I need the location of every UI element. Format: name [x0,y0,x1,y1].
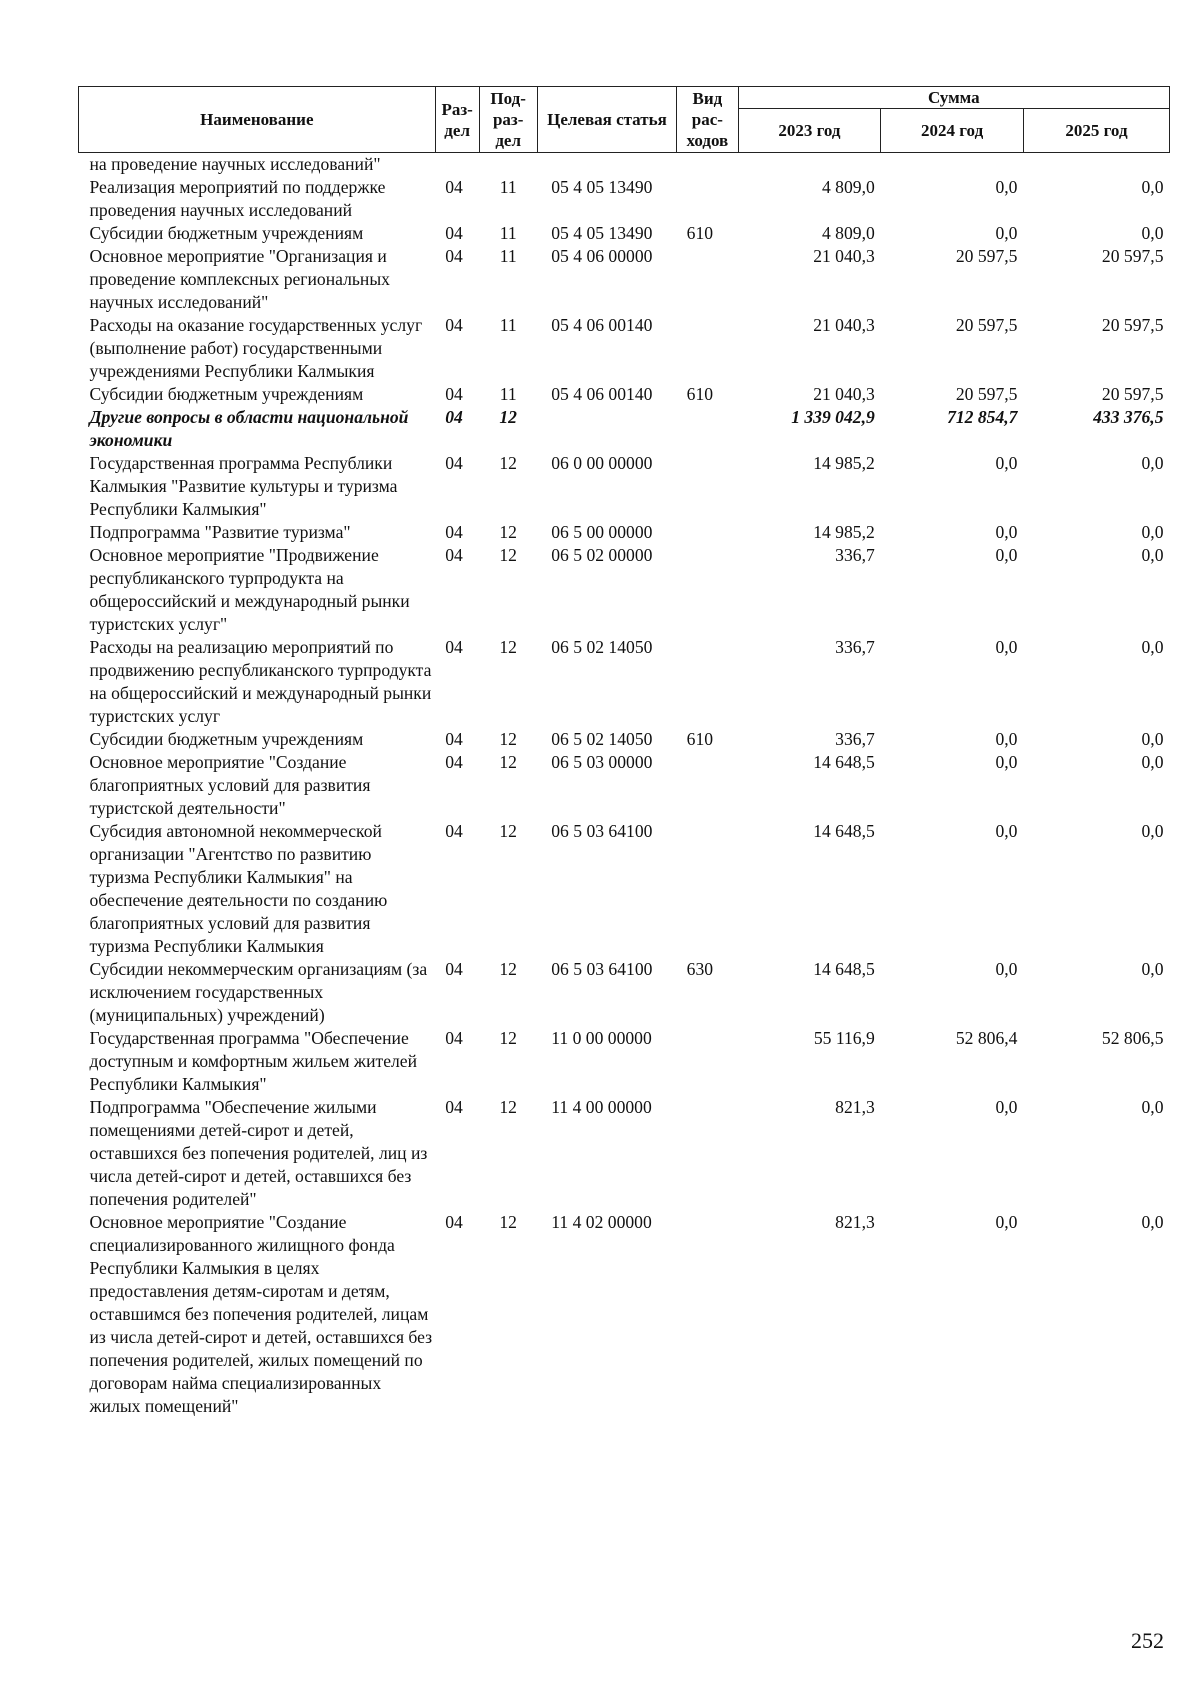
row-razdel: 04 [445,637,463,657]
row-sum-2025: 0,0 [1141,1212,1164,1232]
row-sum-2023: 55 116,9 [813,1028,875,1048]
table-body [79,153,1170,1419]
row-name: Расходы на реализацию мероприятий по продвижению республиканского турпродукта на общероссийский и международный рынки туристских услуг [89,637,432,726]
row-target: 06 5 02 00000 [551,545,653,565]
row-name: Субсидия автономной некоммерческой организации "Агентство по развитию туризма Республики Калмыкия" на обеспечение деятельности по созданию благоприятных условий для развития туризма Республики Калмыкия [89,821,388,956]
row-razdel: 04 [445,522,463,542]
row-podrazdel: 11 [499,315,517,335]
row-razdel: 04 [445,453,463,473]
row-sum-2023: 821,3 [835,1097,875,1117]
row-podrazdel: 12 [499,545,517,565]
row-target: 05 4 06 00140 [551,315,653,335]
row-target: 11 4 00 00000 [551,1097,652,1117]
row-sum-2025: 20 597,5 [1101,315,1164,335]
row-podrazdel: 12 [499,1028,517,1048]
row-sum-2023: 4 809,0 [821,177,875,197]
row-podrazdel: 12 [499,1212,517,1232]
row-vid [677,452,738,521]
row-sum-2025: 0,0 [1141,522,1164,542]
row-sum-2024: 20 597,5 [955,384,1018,404]
page-number: 252 [1131,1628,1164,1653]
row-name: на проведение научных исследований" [89,154,381,174]
row-sum-2024: 0,0 [995,1097,1018,1117]
row-razdel: 04 [445,1097,463,1117]
table-row [79,222,1170,245]
row-name: Подпрограмма "Развитие туризма" [89,522,351,542]
row-sum-2023: 336,7 [835,545,875,565]
row-razdel: 04 [445,959,463,979]
row-vid [677,820,738,958]
row-target: 05 4 05 13490 [551,177,653,197]
row-razdel: 04 [445,821,463,841]
row-sum-2023: 14 985,2 [813,522,875,542]
row-podrazdel: 12 [499,959,517,979]
row-target: 05 4 06 00000 [551,246,653,266]
row-sum-2024 [881,153,1024,177]
row-vid [677,1027,738,1096]
table-row [79,1211,1170,1418]
row-sum-2025: 20 597,5 [1101,384,1164,404]
row-sum-2023 [738,153,881,177]
row-razdel: 04 [445,752,463,772]
header-2025: 2025 год [1023,109,1169,153]
row-name: Государственная программа "Обеспечение доступным и комфортным жильем жителей Республики Калмыкия" [89,1028,418,1094]
row-podrazdel: 11 [499,223,517,243]
row-razdel: 04 [445,729,463,749]
row-vid [677,245,738,314]
row-sum-2025: 20 597,5 [1101,246,1164,266]
row-name: Основное мероприятие "Создание благоприятных условий для развития туристской деятельности" [89,752,371,818]
row-podrazdel: 11 [499,384,517,404]
row-target: 06 5 03 00000 [551,752,653,772]
row-razdel: 04 [445,315,463,335]
row-target: 06 5 03 64100 [551,959,653,979]
row-razdel [435,153,479,177]
row-podrazdel [479,153,537,177]
table-row [79,728,1170,751]
row-sum-2024: 0,0 [995,545,1018,565]
row-vid [677,1096,738,1211]
header-2024: 2024 год [881,109,1024,153]
row-podrazdel: 12 [499,752,517,772]
table-row [79,452,1170,521]
row-sum-2024: 0,0 [995,821,1018,841]
row-name: Государственная программа Республики Калмыкия "Развитие культуры и туризма Республики Калмыкия" [89,453,398,519]
row-sum-2025: 52 806,5 [1101,1028,1164,1048]
row-target: 11 0 00 00000 [551,1028,652,1048]
row-razdel: 04 [445,177,463,197]
table-row [79,751,1170,820]
row-sum-2023: 821,3 [835,1212,875,1232]
row-sum-2025: 0,0 [1141,177,1164,197]
row-name: Реализация мероприятий по поддержке проведения научных исследований [89,177,386,220]
table-row [79,314,1170,383]
row-vid [677,314,738,383]
row-sum-2024: 0,0 [995,453,1018,473]
row-sum-2025: 0,0 [1141,223,1164,243]
row-sum-2025 [1023,153,1169,177]
row-sum-2023: 14 648,5 [813,959,875,979]
row-sum-2025: 0,0 [1141,545,1164,565]
row-sum-2025: 0,0 [1141,729,1164,749]
row-sum-2023: 21 040,3 [813,315,875,335]
row-sum-2024: 52 806,4 [955,1028,1018,1048]
table-row [79,245,1170,314]
row-target: 05 4 05 13490 [551,223,653,243]
row-sum-2025: 0,0 [1141,453,1164,473]
row-podrazdel: 12 [499,821,517,841]
document-page [78,86,1170,1418]
row-podrazdel: 12 [499,637,517,657]
row-name: Субсидии некоммерческим организациям (за исключением государственных (муниципальных) учреждений) [89,959,428,1025]
row-name: Основное мероприятие "Создание специализированного жилищного фонда Республики Калмыкия в целях предоставления детям-сиротам и детям, оставшимся без попечения родителей, лицам из числа детей-сирот и детей, оставшихся без попечения родителей, жилых помещений по договорам найма специализированных жилых помещений" [89,1212,433,1416]
row-sum-2024: 0,0 [995,177,1018,197]
row-razdel: 04 [445,223,463,243]
header-2023: 2023 год [738,109,881,153]
row-sum-2024: 0,0 [995,959,1018,979]
row-razdel: 04 [445,246,463,266]
row-podrazdel: 11 [499,246,517,266]
row-name: Расходы на оказание государственных услуг (выполнение работ) государственными учреждениями Республики Калмыкия [89,315,423,381]
row-sum-2025: 0,0 [1141,752,1164,772]
row-name: Субсидии бюджетным учреждениям [89,384,364,404]
row-name: Основное мероприятие "Организация и проведение комплексных региональных научных исследований" [89,246,390,312]
row-sum-2024: 0,0 [995,522,1018,542]
header-podrazdel: Под-раз-дел [479,87,537,153]
row-vid [677,521,738,544]
header-target: Целевая статья [537,87,676,153]
row-name: Основное мероприятие "Продвижение республиканского турпродукта на общероссийский и международный рынки туристских услуг" [89,545,410,634]
row-vid [677,751,738,820]
row-name: Подпрограмма "Обеспечение жилыми помещениями детей-сирот и детей, оставшихся без попечения родителей, лиц из числа детей-сирот и детей, оставшихся без попечения родителей" [89,1097,428,1209]
row-target: 06 5 02 14050 [551,637,653,657]
row-sum-2024: 0,0 [995,637,1018,657]
row-target [537,406,676,452]
row-sum-2023: 336,7 [835,637,875,657]
row-razdel: 04 [445,384,463,404]
row-target: 06 0 00 00000 [551,453,653,473]
row-vid: 610 [686,384,714,404]
row-sum-2023: 21 040,3 [813,384,875,404]
row-sum-2023: 336,7 [835,729,875,749]
row-vid [677,636,738,728]
row-vid: 610 [686,729,714,749]
row-target: 11 4 02 00000 [551,1212,652,1232]
row-podrazdel: 12 [499,729,517,749]
table-row [79,406,1170,452]
row-sum-2024: 0,0 [995,1212,1018,1232]
table-row [79,153,1170,177]
row-podrazdel: 11 [499,177,517,197]
row-razdel: 04 [445,1212,463,1232]
table-header [79,87,1170,153]
row-target [537,153,676,177]
table-row [79,820,1170,958]
row-razdel: 04 [445,1028,463,1048]
row-sum-2024: 712 854,7 [947,407,1018,427]
row-name: Субсидии бюджетным учреждениям [89,729,364,749]
row-razdel: 04 [445,407,463,427]
row-sum-2024: 0,0 [995,729,1018,749]
row-sum-2025: 0,0 [1141,637,1164,657]
row-sum-2025: 0,0 [1141,959,1164,979]
row-sum-2024: 20 597,5 [955,315,1018,335]
row-sum-2023: 14 648,5 [813,752,875,772]
header-sum: Сумма [738,87,1169,109]
row-name: Другие вопросы в области национальной экономики [89,407,409,450]
budget-table [78,86,1170,1418]
row-vid [677,176,738,222]
row-vid: 630 [686,959,714,979]
row-sum-2023: 21 040,3 [813,246,875,266]
row-podrazdel: 12 [499,522,517,542]
table-row [79,958,1170,1027]
table-row [79,521,1170,544]
table-row [79,176,1170,222]
row-target: 06 5 00 00000 [551,522,653,542]
row-vid [677,1211,738,1418]
row-sum-2023: 14 648,5 [813,821,875,841]
row-sum-2025: 433 376,5 [1093,407,1164,427]
row-sum-2024: 20 597,5 [955,246,1018,266]
row-sum-2025: 0,0 [1141,1097,1164,1117]
row-sum-2023: 1 339 042,9 [791,407,875,427]
row-podrazdel: 12 [499,407,517,427]
row-target: 06 5 02 14050 [551,729,653,749]
table-row [79,1096,1170,1211]
row-vid [677,153,738,177]
table-row [79,383,1170,406]
table-row [79,544,1170,636]
row-sum-2023: 4 809,0 [821,223,875,243]
row-razdel: 04 [445,545,463,565]
row-vid [677,544,738,636]
row-podrazdel: 12 [499,1097,517,1117]
header-vid: Вид рас-ходов [677,87,738,153]
row-sum-2023: 14 985,2 [813,453,875,473]
header-name: Наименование [79,87,436,153]
row-name: Субсидии бюджетным учреждениям [89,223,364,243]
header-razdel: Раз-дел [435,87,479,153]
row-vid [677,406,738,452]
row-vid: 610 [686,223,714,243]
row-sum-2025: 0,0 [1141,821,1164,841]
table-row [79,1027,1170,1096]
row-sum-2024: 0,0 [995,752,1018,772]
table-row [79,636,1170,728]
row-target: 06 5 03 64100 [551,821,653,841]
row-sum-2024: 0,0 [995,223,1018,243]
row-podrazdel: 12 [499,453,517,473]
row-target: 05 4 06 00140 [551,384,653,404]
